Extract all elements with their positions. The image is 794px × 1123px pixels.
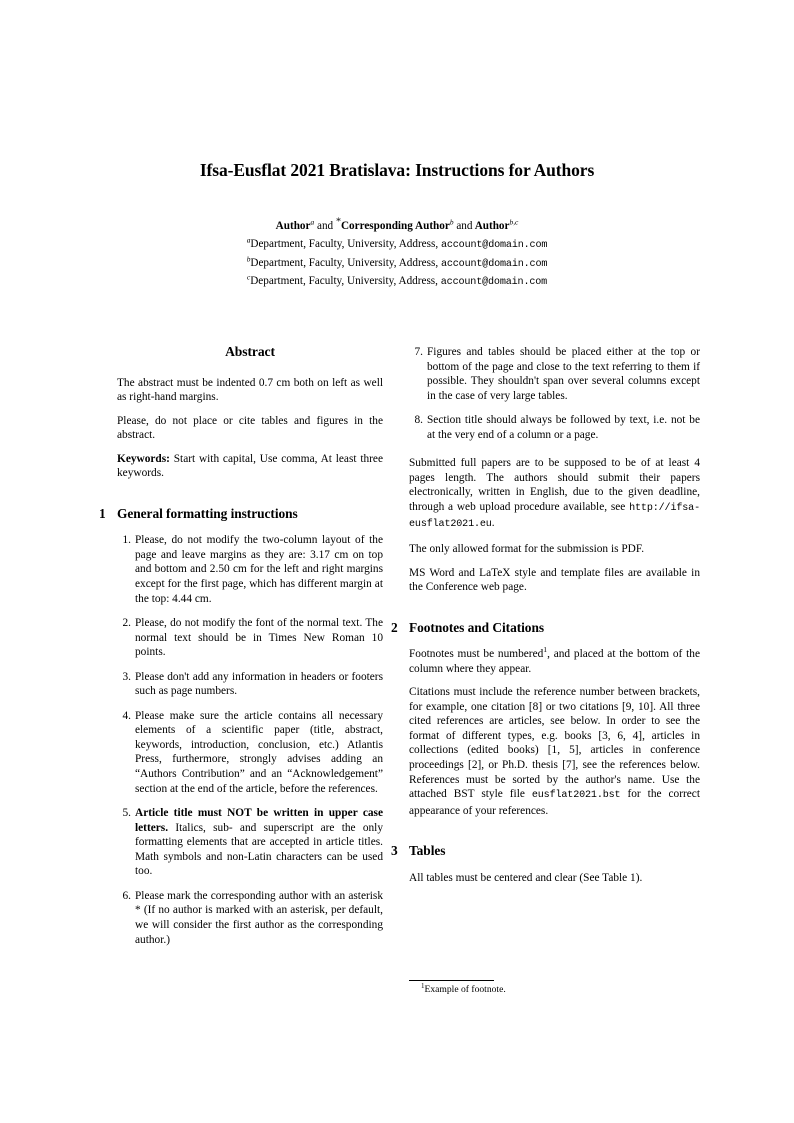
list-item-text: Figures and tables should be placed either at the top or bottom of the page and close to the text referring to them if possible. They shouldn't span over several columns except in the case of very large tables. xyxy=(427,346,700,402)
list-item-text: Italics, sub- and superscript are the only formatting elements that are accepted in article titles. Math symbols and non-Latin characters can be used too. xyxy=(135,821,383,878)
left-column xyxy=(99,344,383,947)
affiliation-c-email: account@domain.com xyxy=(440,277,548,289)
list-item-text: Please, do not modify the two-column layout of the page and leave margins as they are: 3.17 cm on top and bottom and 2.50 cm for the left and right margins except for the first page, which has different margin at the top: 4.44 cm. xyxy=(135,534,383,605)
affiliation-a-marker: a xyxy=(246,235,251,245)
footnotes-paragraph: Footnotes must be numbered$^1$, and placed at the bottom of the column where they appear. xyxy=(409,645,700,675)
bst-style-file: eusflat2021.bst xyxy=(531,790,621,802)
abstract-paragraph-2: Please, do not place or cite tables and figures in the abstract. xyxy=(117,414,383,442)
list-item-emphasis: Article title must NOT be written in upper case letters. xyxy=(135,807,383,834)
section-3-heading xyxy=(391,843,700,859)
affiliation-b-marker: b xyxy=(246,253,251,263)
list-item xyxy=(409,413,700,442)
corresponding-author-asterisk: * xyxy=(335,216,341,228)
section-1-title: General formatting instructions xyxy=(117,505,298,521)
list-item-text: Please make sure the article contains all necessary elements of a scientific paper (title, abstract, keywords, introduction, conclusion, etc.) Atlantis Press, furthermore, strongly advises adding an “Authors Contribution” and an “Acknowledgement” section at the end of the article, before the references. xyxy=(135,709,383,795)
list-item xyxy=(117,616,383,660)
section-3-title: Tables xyxy=(409,843,446,859)
author-1: Author$^a$ xyxy=(275,217,315,232)
list-marker: 8. xyxy=(414,414,423,427)
list-item xyxy=(117,709,383,796)
footnote-area xyxy=(409,980,700,996)
author-3-affil-marker: b,c xyxy=(509,217,519,227)
format-paragraph: The only allowed format for the submission is PDF. xyxy=(409,543,645,556)
citations-paragraph: Citations must include the reference number between brackets, for example, one citation [8] or two citations [9, 10]. All three cited references are articles, see below. In order to see the format of different types, e.g. books [3, 6, 4], articles in collections (edited books) [1, 5], articles in conference proceedings [2], or Ph.D. thesis [7], see the references below. References must be sorted by the author's name. Use the attached BST style file eusflat2021.bst for the correct appearance of your references. xyxy=(409,686,700,817)
affiliation-c-marker: c xyxy=(246,272,251,282)
author-3: Author$^{b,c}$ xyxy=(474,217,519,232)
list-marker: 6. xyxy=(122,889,131,902)
section-1-number: 1 xyxy=(99,505,106,521)
abstract-paragraph-1: The abstract must be indented 0.7 cm both on left as well as right-hand margins. xyxy=(117,376,383,404)
list-item xyxy=(117,533,383,606)
affiliation-a-email: account@domain.com xyxy=(440,240,548,251)
author-1-affil-marker: a xyxy=(310,217,315,227)
author-conjunction-1: and xyxy=(316,220,334,232)
affiliation-b: $^b$Department, Faculty, University, Address, account@domain.com xyxy=(246,253,548,270)
list-marker: 3. xyxy=(122,670,131,683)
author-conjunction-2: and xyxy=(456,220,473,232)
list-item xyxy=(409,345,700,403)
tables-paragraph: All tables must be centered and clear (See Table 1). xyxy=(409,871,643,884)
section-2-heading xyxy=(391,619,700,636)
instructions-list-left xyxy=(117,533,383,947)
affiliation-a: $^a$Department, Faculty, University, Address, account@domain.com xyxy=(246,235,548,251)
list-marker: 1. xyxy=(122,534,131,547)
author-2-affil-marker: b xyxy=(449,217,454,227)
section-1-heading xyxy=(99,505,383,522)
keywords-label: Keywords: xyxy=(117,452,170,465)
footnote-marker: 1 xyxy=(421,981,425,990)
author-2: *Corresponding Author$^b$ xyxy=(335,216,454,232)
right-column xyxy=(391,345,700,885)
list-marker: 2. xyxy=(122,617,131,630)
list-item-text: Please don't add any information in headers or footers such as page numbers. xyxy=(135,670,383,698)
abstract-body xyxy=(117,376,383,481)
keywords-values: Start with capital, Use comma, At least three keywords. xyxy=(117,452,383,480)
list-marker: 4. xyxy=(122,709,131,722)
page-title: Ifsa-Eusflat 2021 Bratislava: Instructions for Authors xyxy=(199,160,595,180)
abstract-heading: Abstract xyxy=(225,344,275,359)
footnote-reference-marker: 1 xyxy=(543,645,548,655)
instructions-list-right xyxy=(409,345,700,442)
submission-paragraph: Submitted full papers are to be supposed to be of at least 4 pages length. The authors should submit their papers electronically, written in English, due to the given deadline, through a web upload procedure available, see http://ifsa-eusflat2021.eu. xyxy=(409,457,700,531)
affiliation-c: $^c$Department, Faculty, University, Address, account@domain.com xyxy=(246,272,548,289)
list-item-text: Please mark the corresponding author with an asterisk * (If no author is marked with an asterisk, per default, we will consider the first author as the corresponding author.) xyxy=(135,889,383,946)
list-marker: 7. xyxy=(414,346,423,358)
list-item xyxy=(117,670,383,699)
section-2-title: Footnotes and Citations xyxy=(409,619,544,635)
abstract-keywords xyxy=(117,452,383,481)
section-3-number: 3 xyxy=(391,843,398,859)
affiliation-block xyxy=(97,236,697,292)
author-line xyxy=(97,216,697,234)
list-item-text: Section title should always be followed by text, i.e. not be at the very end of a column or a page. xyxy=(427,414,700,441)
list-item-text: Please, do not modify the font of the normal text. The normal text should be in Times New Roman 10 points. xyxy=(135,617,383,659)
submission-url: http://ifsa-eusflat2021.eu xyxy=(409,502,700,531)
list-marker: 5. xyxy=(122,807,131,820)
affiliation-b-email: account@domain.com xyxy=(440,258,548,270)
list-item xyxy=(117,889,383,947)
footnote-content: $^1$Example of footnote. xyxy=(421,981,506,995)
list-item xyxy=(117,806,383,879)
templates-paragraph: MS Word and LaTeX style and template files are available in the Conference web page. xyxy=(409,566,700,594)
section-2-number: 2 xyxy=(391,619,398,635)
